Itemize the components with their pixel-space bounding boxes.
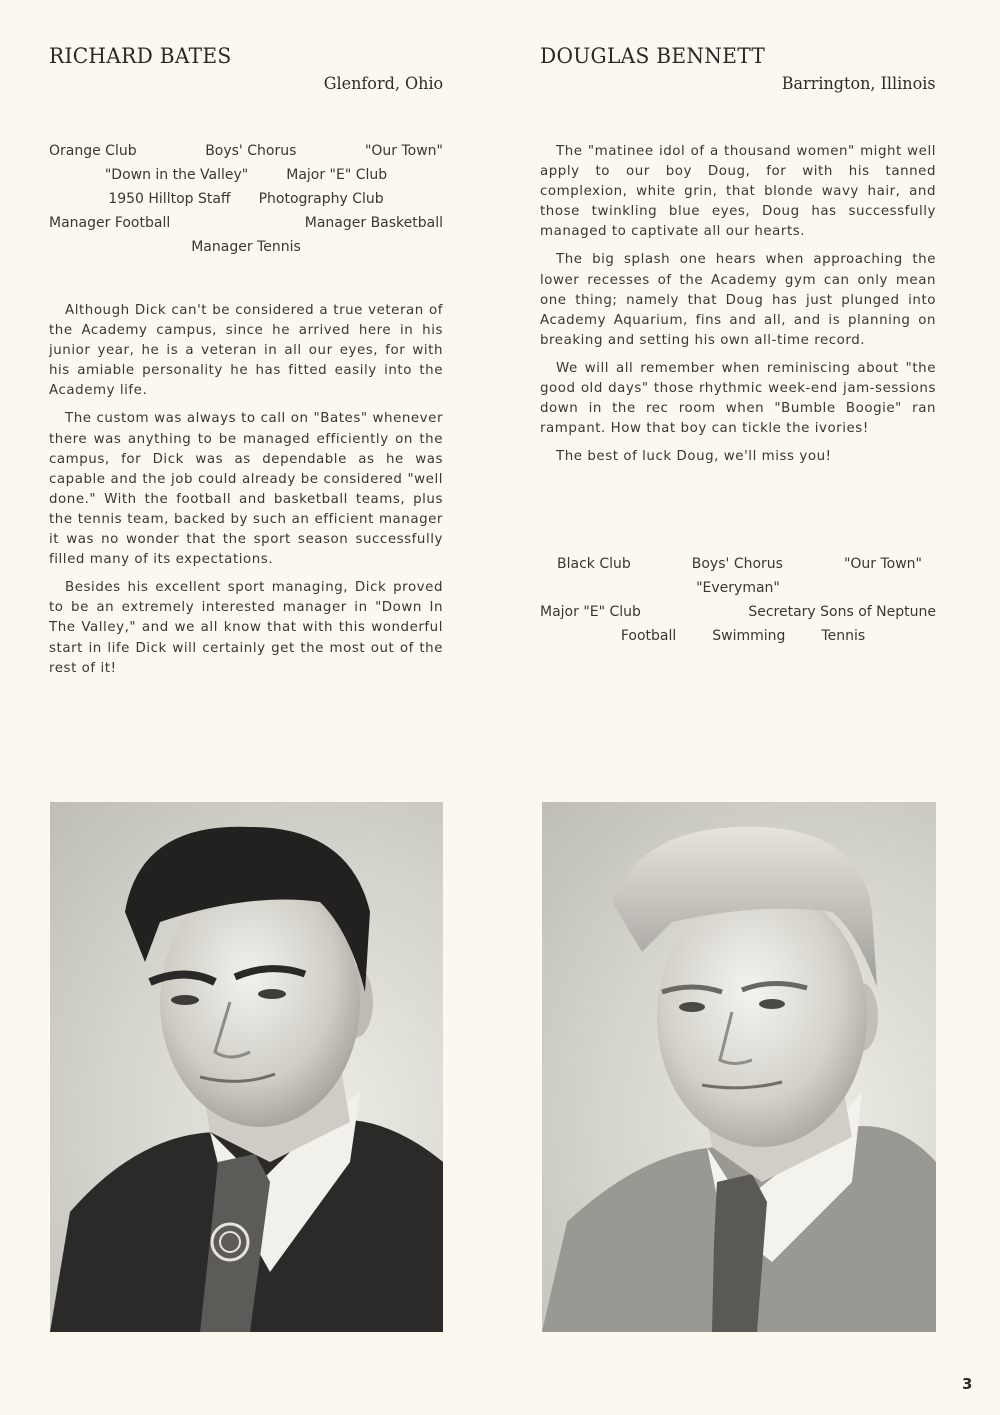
bio-paragraph: The big splash one hears when approaching the lower recesses of the Academy gym can only mean one thing; namely that Doug has just plunged into Academy Aquarium, fins and all, and is planning on breaking and setting his own all-time record. xyxy=(540,252,936,348)
activities-list xyxy=(49,139,443,259)
bio-paragraph: The custom was always to call on "Bates" whenever there was anything to be managed efficiently on the campus, for Dick was as dependable as he was capable and the job could already be considered "well done." With the football and basketball teams, plus the tennis team, backed by such an efficient manager it was no wonder that the sport season successfully filled many of its expectations. xyxy=(49,411,443,568)
activity-item: "Everyman" xyxy=(696,580,780,596)
page-number: 3 xyxy=(962,1375,973,1393)
activity-item: Boys' Chorus xyxy=(205,143,297,159)
activity-item: Major "E" Club xyxy=(540,604,641,620)
student-bio xyxy=(49,301,443,687)
activity-item: "Our Town" xyxy=(364,143,443,159)
activity-item: Tennis xyxy=(821,628,866,644)
activity-item: Manager Tennis xyxy=(191,239,301,255)
bio-paragraph: Besides his excellent sport managing, Dick proved to be an extremely interested manager in "Down In The Valley," and we all know that with this wonderful start in life Dick will certainly get the most out of the rest of it! xyxy=(49,580,443,676)
student-bio xyxy=(540,142,936,475)
activities-list xyxy=(540,552,936,648)
activity-item: Manager Football xyxy=(49,215,171,231)
bio-paragraph: We will all remember when reminiscing about "the good old days" those rhythmic week-end jam-sessions down in the rec room when "Bumble Boogie" ran rampant. How that boy can tickle the ivories! xyxy=(540,360,936,437)
activity-item: Orange Club xyxy=(49,143,137,159)
student-name: DOUGLAS BENNETT xyxy=(540,44,766,68)
activity-item: Manager Basketball xyxy=(304,215,443,231)
student-hometown: Barrington, Illinois xyxy=(782,74,936,93)
activity-item: Swimming xyxy=(712,628,786,644)
student-hometown: Glenford, Ohio xyxy=(323,74,443,93)
bio-paragraph: The "matinee idol of a thousand women" might well apply to our boy Doug, for with his tanned complexion, white grin, that blonde wavy hair, and those twinkling blue eyes, Doug has successfully managed to captivate all our hearts. xyxy=(540,144,936,240)
activity-item: Boys' Chorus xyxy=(691,556,783,572)
activity-item: Black Club xyxy=(557,556,631,572)
student-name: RICHARD BATES xyxy=(49,44,232,68)
activity-item: "Down in the Valley" xyxy=(104,167,249,183)
activity-item: 1950 Hilltop Staff xyxy=(108,191,231,207)
activity-item: Football xyxy=(620,628,677,644)
portrait-illustration xyxy=(542,802,936,1332)
activity-item: Photography Club xyxy=(258,191,384,207)
portrait-photo-richard-bates xyxy=(50,802,443,1332)
bio-paragraph: Although Dick can't be considered a true veteran of the Academy campus, since he arrived here in his junior year, he is a veteran in all our eyes, for with his amiable personality he has fitted easily into the Academy life. xyxy=(49,303,443,399)
portrait-photo-douglas-bennett xyxy=(542,802,936,1332)
activity-item: "Our Town" xyxy=(843,556,922,572)
bio-paragraph: The best of luck Doug, we'll miss you! xyxy=(556,449,832,465)
activity-item: Major "E" Club xyxy=(286,167,388,183)
activity-item: Secretary Sons of Neptune xyxy=(748,604,936,620)
portrait-illustration xyxy=(50,802,443,1332)
